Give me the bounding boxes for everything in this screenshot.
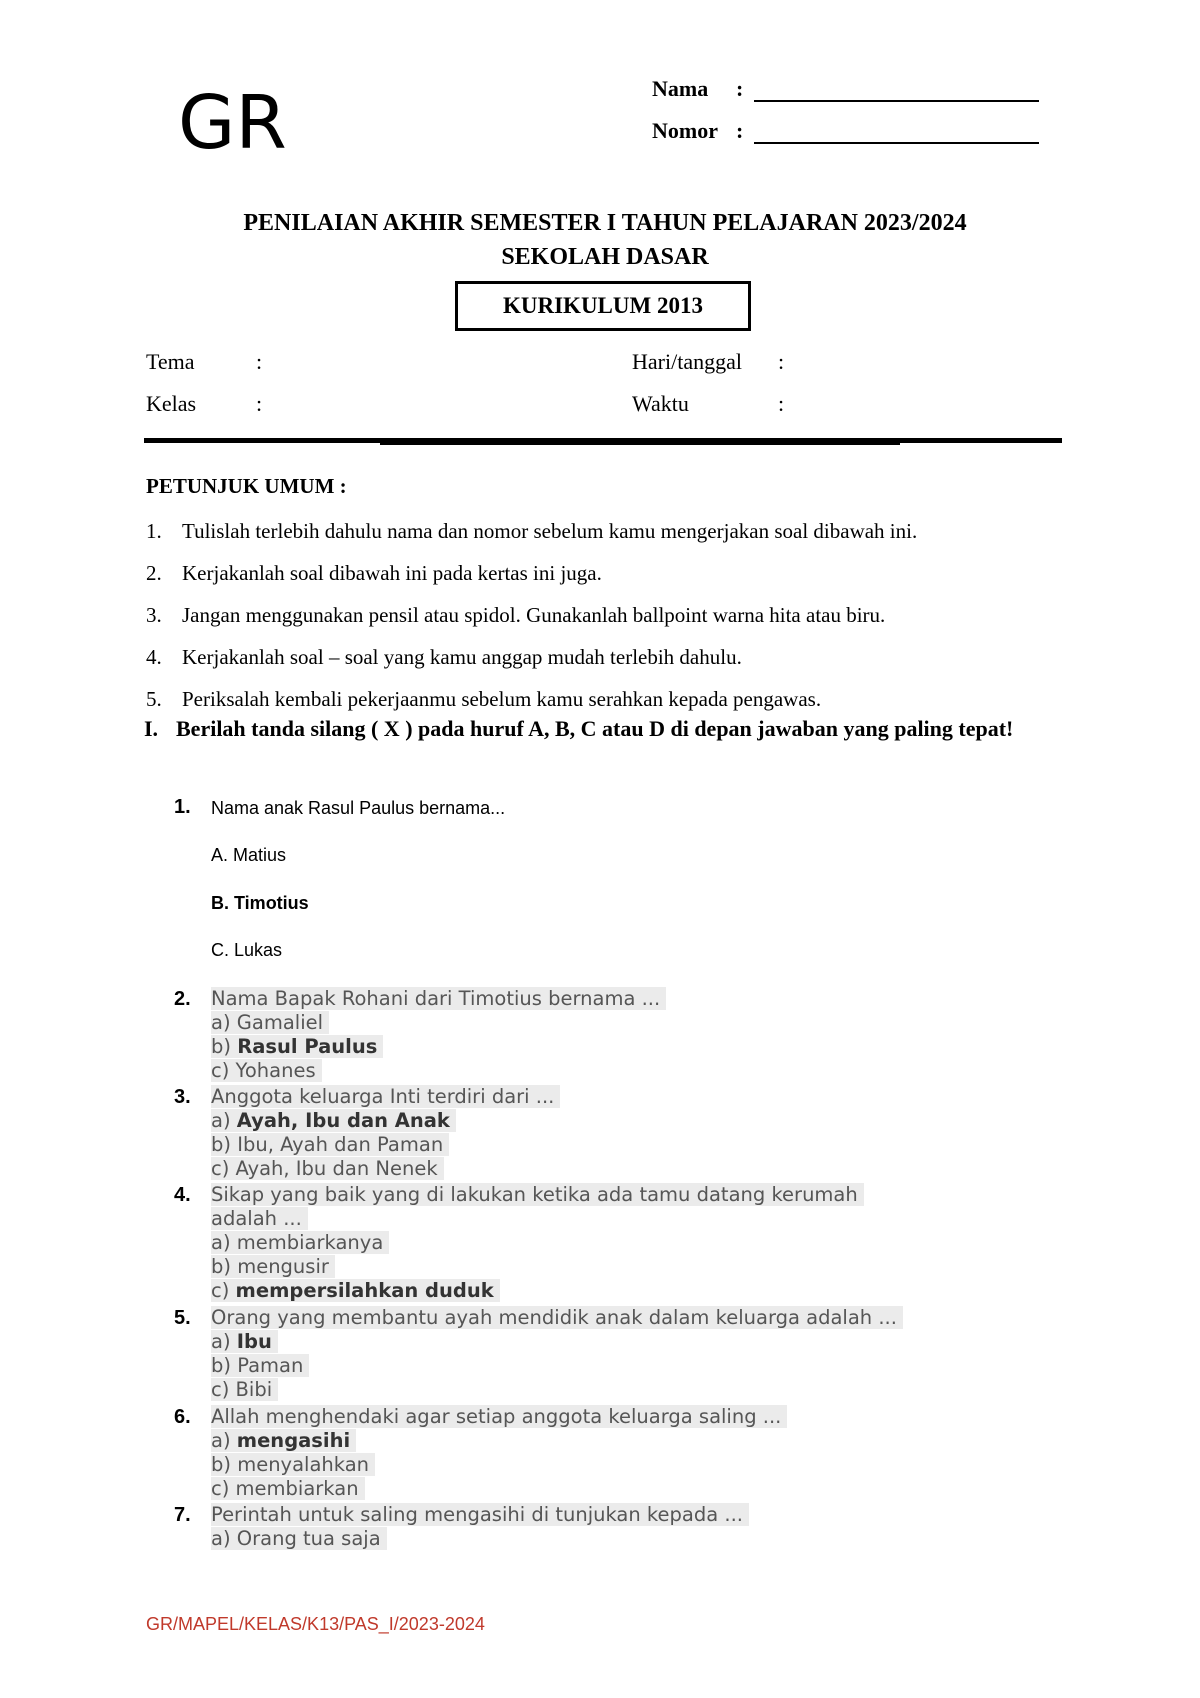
answer-option: a) Orang tua saja (211, 1527, 387, 1550)
answer-option: c) Yohanes (211, 1059, 322, 1082)
question-block (211, 1183, 864, 1303)
question-number: 1. (174, 796, 191, 818)
question-block (211, 1085, 560, 1181)
waktu-colon: : (778, 391, 785, 416)
instruction-item (146, 558, 602, 588)
instruction-item (146, 684, 821, 714)
instruction-text: Periksalah kembali pekerjaanmu sebelum kamu serahkan kepada pengawas. (182, 687, 822, 711)
name-label: Nama (652, 76, 709, 101)
instruction-item (146, 600, 885, 630)
question-text: Nama anak Rasul Paulus bernama... (211, 798, 506, 818)
instruction-text: Jangan menggunakan pensil atau spidol. Gunakanlah ballpoint warna hita atau biru. (182, 603, 886, 627)
number-label: Nomor (652, 118, 718, 143)
option-text: Lukas (234, 940, 283, 960)
option-prefix: C. (211, 940, 229, 960)
option-text: Timotius (234, 893, 309, 913)
question-number: 2. (174, 988, 191, 1010)
answer-option: b) mengusir (211, 1255, 335, 1278)
answer-option-correct: b) Rasul Paulus (211, 1035, 383, 1058)
question-number: 4. (174, 1184, 191, 1206)
instruction-text: Tulislah terlebih dahulu nama dan nomor sebelum kamu mengerjakan soal dibawah ini. (182, 519, 918, 543)
answer-option: c) Bibi (211, 1378, 278, 1401)
hari-tanggal-colon: : (778, 349, 785, 374)
question-text: Anggota keluarga Inti terdiri dari ... (211, 1085, 560, 1108)
kelas-label: Kelas (146, 391, 197, 416)
option-text: Matius (233, 845, 287, 865)
answer-option-correct (211, 891, 309, 915)
question-number: 7. (174, 1504, 191, 1526)
question-number: 3. (174, 1086, 191, 1108)
answer-option (211, 938, 282, 962)
waktu-label: Waktu (632, 391, 689, 416)
tema-label: Tema (146, 349, 195, 374)
instruction-number: 5. (146, 687, 162, 711)
question-block (211, 1503, 749, 1551)
logo-text: GR (178, 80, 287, 166)
answer-option: c) Ayah, Ibu dan Nenek (211, 1157, 444, 1180)
curriculum-box: KURIKULUM 2013 (455, 281, 751, 331)
question-block (211, 987, 666, 1083)
question-block (211, 1306, 903, 1402)
number-colon: : (736, 118, 744, 143)
kelas-colon: : (256, 391, 263, 416)
answer-option-correct: a) Ibu (211, 1330, 278, 1353)
question-text: Perintah untuk saling mengasihi di tunjukan kepada ... (211, 1503, 749, 1526)
question-text: Nama Bapak Rohani dari Timotius bernama ... (211, 987, 666, 1010)
answer-option (211, 843, 286, 867)
answer-option-correct: a) mengasihi (211, 1429, 356, 1452)
question-text: Orang yang membantu ayah mendidik anak dalam keluarga adalah ... (211, 1306, 903, 1329)
header-divider-secondary (380, 443, 900, 445)
section-text: Berilah tanda silang ( X ) pada huruf A, B, C atau D di depan jawaban yang paling tepat! (176, 716, 1014, 741)
instruction-number: 3. (146, 603, 162, 627)
instruction-item (146, 516, 917, 546)
instruction-text: Kerjakanlah soal – soal yang kamu anggap mudah terlebih dahulu. (182, 645, 742, 669)
footer-document-code: GR/MAPEL/KELAS/K13/PAS_I/2023-2024 (146, 1614, 485, 1634)
school-level-title: SEKOLAH DASAR (501, 244, 709, 270)
answer-option-correct: c) mempersilahkan duduk (211, 1279, 500, 1302)
question-text: Sikap yang baik yang di lakukan ketika ada tamu datang kerumah (211, 1183, 864, 1206)
section-instruction (144, 713, 1064, 745)
question-number: 5. (174, 1307, 191, 1329)
answer-option: b) menyalahkan (211, 1453, 375, 1476)
question-block (211, 1405, 787, 1501)
name-blank-line (754, 76, 1039, 102)
answer-option: c) membiarkan (211, 1477, 365, 1500)
tema-colon: : (256, 349, 263, 374)
instruction-text: Kerjakanlah soal dibawah ini pada kertas ini juga. (182, 561, 602, 585)
question-text: Allah menghendaki agar setiap anggota keluarga saling ... (211, 1405, 787, 1428)
number-blank-line (754, 118, 1039, 144)
instruction-number: 2. (146, 561, 162, 585)
instruction-item (146, 642, 742, 672)
instruction-number: 4. (146, 645, 162, 669)
answer-option: b) Ibu, Ayah dan Paman (211, 1133, 449, 1156)
name-field-row (652, 72, 1039, 102)
instructions-heading: PETUNJUK UMUM : (146, 474, 347, 498)
answer-option: b) Paman (211, 1354, 309, 1377)
name-colon: : (736, 76, 744, 101)
number-field-row (652, 114, 1039, 144)
exam-title: PENILAIAN AKHIR SEMESTER I TAHUN PELAJARAN 2023/2024 (243, 210, 967, 236)
question-text-continued: adalah ... (211, 1207, 308, 1230)
answer-option: a) Gamaliel (211, 1011, 329, 1034)
section-roman-numeral: I. (144, 716, 159, 741)
hari-tanggal-label: Hari/tanggal (632, 349, 742, 374)
instruction-number: 1. (146, 519, 162, 543)
answer-option-correct: a) Ayah, Ibu dan Anak (211, 1109, 456, 1132)
answer-option: a) membiarkanya (211, 1231, 389, 1254)
question-number: 6. (174, 1406, 191, 1428)
option-prefix: B. (211, 893, 229, 913)
option-prefix: A. (211, 845, 229, 865)
